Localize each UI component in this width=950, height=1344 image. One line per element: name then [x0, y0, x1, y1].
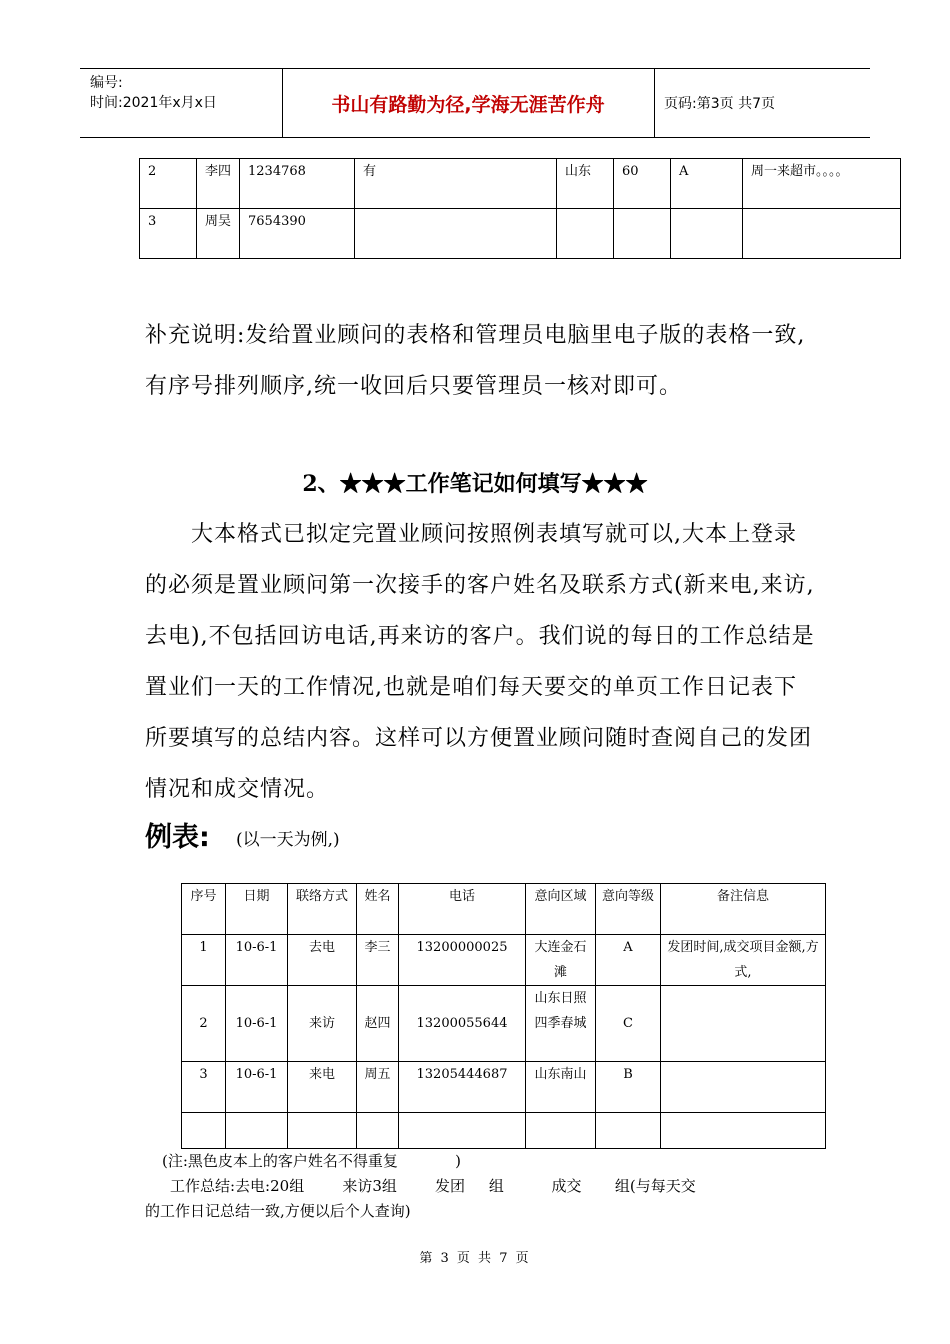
table-cell: 山东南山 [526, 1062, 596, 1113]
table-row [140, 209, 901, 259]
supplement-paragraph: 补充说明:发给置业顾问的表格和管理员电脑里电子版的表格一致,有序号排列顺序,统一收回后只要管理员一核对即可。 [145, 323, 806, 399]
table-cell: 赵四 [357, 986, 399, 1062]
table-cell: C [596, 986, 661, 1062]
table-cell: A [671, 159, 743, 209]
table-cell: A [596, 935, 661, 986]
table-cell [182, 1113, 226, 1149]
page-footer: 第 3 页 共 7 页 [419, 1251, 531, 1266]
table-header-row [182, 884, 826, 935]
header-page-code: 页码:第3页 共7页 [664, 96, 775, 112]
table-cell: 周一来超市。。。。 [743, 159, 901, 209]
table-cell [661, 1062, 826, 1113]
note-line-2: 工作总结:去电:20组 来访3组 发团 组 成交 组(与每天交 [170, 1177, 696, 1195]
table-cell: 10-6-1 [226, 986, 288, 1062]
column-header: 意向区域 [526, 884, 596, 935]
table-cell [661, 1113, 826, 1149]
example-note: (以一天为例,) [236, 830, 340, 850]
table-cell [614, 209, 671, 259]
table-cell [596, 1113, 661, 1149]
table-cell: 1234768 [240, 159, 355, 209]
header-meta [90, 73, 217, 113]
table-cell: 大连金石滩 [526, 935, 596, 986]
header-motto: 书山有路勤为径,学海无涯苦作舟 [331, 93, 605, 116]
section-heading: 2、★★★工作笔记如何填写★★★ [302, 471, 648, 497]
table-cell: 1 [182, 935, 226, 986]
example-label: 例表: [145, 822, 210, 853]
column-header: 意向等级 [596, 884, 661, 935]
table-cell [671, 209, 743, 259]
table-row [182, 986, 826, 1062]
note-line-1: (注:黑色皮本上的客户姓名不得重复 ) [162, 1152, 461, 1170]
table-cell: 60 [614, 159, 671, 209]
header-number-label: 编号: [90, 75, 123, 91]
table-cell: 13205444687 [399, 1062, 526, 1113]
table-cell [399, 1113, 526, 1149]
table-row [182, 1113, 826, 1149]
table-cell: 来电 [288, 1062, 357, 1113]
note-line-3: 的工作日记总结一致,方便以后个人查询) [145, 1202, 411, 1220]
table-cell: 周五 [357, 1062, 399, 1113]
column-header: 日期 [226, 884, 288, 935]
table-cell: 10-6-1 [226, 1062, 288, 1113]
column-header: 电话 [399, 884, 526, 935]
page-header [80, 68, 870, 138]
table-cell: 3 [182, 1062, 226, 1113]
table-cell: 李四 [197, 159, 240, 209]
header-divider [654, 69, 655, 137]
table-cell: 2 [182, 986, 226, 1062]
table-cell [357, 1113, 399, 1149]
customer-table-continued [139, 158, 901, 259]
table-cell: 周吴 [197, 209, 240, 259]
column-header: 备注信息 [661, 884, 826, 935]
column-header: 联络方式 [288, 884, 357, 935]
header-time-label: 时间:2021年x月x日 [90, 95, 217, 111]
table-row [182, 1062, 826, 1113]
table-cell: 13200055644 [399, 986, 526, 1062]
table-cell: 李三 [357, 935, 399, 986]
table-cell: 发团时间,成交项目金额,方式, [661, 935, 826, 986]
table-cell: 山东日照四季春城 [526, 986, 596, 1062]
table-cell: 有 [355, 159, 557, 209]
table-cell: 去电 [288, 935, 357, 986]
body-paragraph: 大本格式已拟定完置业顾问按照例表填写就可以,大本上登录的必须是置业顾问第一次接手的客户姓名及联系方式(新来电,来访,去电),不包括回访电话,再来访的客户。我们说的每日的工作总结是置业们一天的工作情况,也就是咱们每天要交的单页工作日记表下所要填写的总结内容。这样可以方便置业顾问随时查阅自己的发团情况和成交情况。 [145, 522, 815, 802]
table-cell [743, 209, 901, 259]
table-cell [355, 209, 557, 259]
table-cell [288, 1113, 357, 1149]
table-cell [526, 1113, 596, 1149]
table-row [182, 935, 826, 986]
table-cell: 10-6-1 [226, 935, 288, 986]
table-cell [661, 986, 826, 1062]
table-cell [557, 209, 614, 259]
table-cell: 2 [140, 159, 197, 209]
table-cell: B [596, 1062, 661, 1113]
table-row [140, 159, 901, 209]
column-header: 姓名 [357, 884, 399, 935]
table-cell: 13200000025 [399, 935, 526, 986]
table-cell: 山东 [557, 159, 614, 209]
example-table [181, 883, 826, 1149]
table-cell: 7654390 [240, 209, 355, 259]
table-cell [226, 1113, 288, 1149]
table-cell: 来访 [288, 986, 357, 1062]
column-header: 序号 [182, 884, 226, 935]
table-cell: 3 [140, 209, 197, 259]
